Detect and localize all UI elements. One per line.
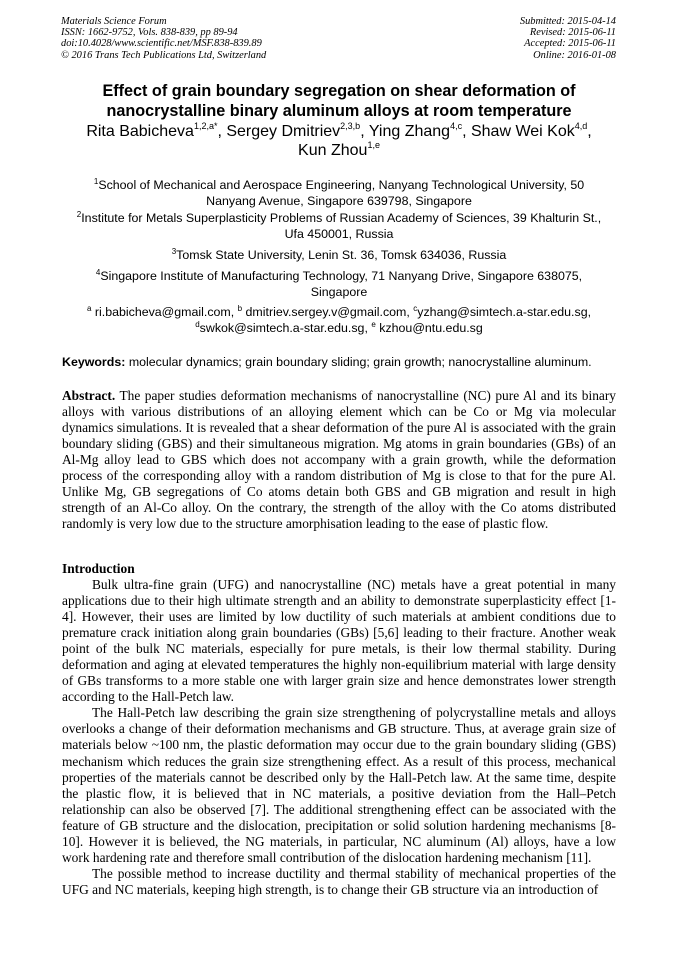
affiliation-text: School of Mechanical and Aerospace Engineering, Nanyang Technological University, 50 — [98, 178, 585, 192]
author-affil-sup: 2,3,b — [340, 121, 361, 131]
header-left — [61, 16, 266, 61]
email-list — [62, 304, 616, 336]
email-link[interactable]: kzhou@ntu.edu.sg — [379, 321, 483, 335]
email-link[interactable]: dmitriev.sergey.v@gmail.com, — [245, 305, 410, 319]
title-line-2: nanocrystalline binary aluminum alloys at room temperature — [106, 102, 572, 120]
author-affil-sup: 1,e — [367, 140, 380, 150]
affiliation-sup: 4 — [95, 268, 101, 277]
paragraph: The Hall-Petch law describing the grain size strengthening of polycrystalline metals and alloys overlooks a change of their deformation mechanisms and GB structure. Thus, at average grain size of materials below ~100 nm, the plastic deformation may occur due to the grain boundary sliding (GBS) mechanism which reduces the grain size strengthening effect. As a result of this process, mechanical properties of the materials cannot be described only by the Hall-Petch law. At the same time, despite the plastic flow, it is believed that in NC materials, a positive deviation from the Hall–Petch relationship can also be observed [7]. The additional strengthening effect can be associated with the feature of GB structure and the dislocation, precipitation or solid solution hardening mechanisms [8-10]. However it is believed, the NG materials, in particular, NC aluminum (Al) alloys, have a low work hardening rate and therefore small contribution of the dislocation hardening mechanism [11]. — [62, 705, 616, 865]
email-link[interactable]: swkok@simtech.a-star.edu.sg, — [199, 321, 368, 335]
paper-title — [62, 81, 616, 121]
paragraph: The possible method to increase ductility and thermal stability of mechanical properties of the UFG and NC materials, keeping high strength, is to change their GB structure via an introduction of — [62, 865, 616, 897]
journal-name: Materials Science Forum — [61, 16, 167, 27]
online-date: Online: 2016-01-08 — [533, 49, 616, 61]
author-name: Rita Babicheva — [86, 123, 194, 140]
affiliation-text: Singapore — [310, 285, 368, 299]
author-affil-sup: 4,c — [450, 121, 463, 131]
affiliation-text: Ufa 450001, Russia — [284, 227, 394, 241]
author-separator: , — [360, 123, 369, 140]
affiliation-text: Singapore Institute of Manufacturing Technology, 71 Nanyang Drive, Singapore 638075, — [100, 269, 583, 283]
affiliation-text: Nanyang Avenue, Singapore 639798, Singapore — [206, 194, 472, 208]
section-heading-introduction: Introduction — [62, 561, 135, 576]
affiliation-2 — [62, 210, 616, 242]
email-sup: e — [371, 320, 376, 329]
keywords-text: molecular dynamics; grain boundary sliding; grain growth; nanocrystalline aluminum. — [128, 355, 592, 369]
abstract — [62, 388, 616, 532]
title-line-1: Effect of grain boundary segregation on shear deformation of — [102, 82, 576, 100]
header-right — [520, 16, 616, 61]
author-separator: , — [217, 123, 227, 140]
affiliation-4 — [62, 268, 616, 300]
author-list — [62, 122, 616, 160]
affiliation-1 — [62, 177, 616, 209]
abstract-label: Abstract. — [62, 388, 116, 403]
author-separator: , — [462, 123, 471, 140]
author-name: Sergey Dmitriev — [226, 123, 341, 140]
author-name: Ying Zhang — [368, 123, 451, 140]
keywords — [62, 354, 616, 370]
author-separator: , — [587, 123, 592, 140]
author-affil-sup: 1,2,a* — [193, 121, 218, 131]
accepted-date: Accepted: 2015-06-11 — [524, 38, 616, 50]
author-affil-sup: 4,d — [574, 121, 588, 131]
email-sup: c — [413, 304, 418, 313]
revised-date: Revised: 2015-06-11 — [529, 27, 616, 39]
email-sup: b — [237, 304, 243, 313]
email-link[interactable]: yzhang@simtech.a-star.edu.sg, — [417, 305, 592, 319]
affiliation-text: Tomsk State University, Lenin St. 36, Tomsk 634036, Russia — [176, 248, 507, 262]
introduction-body — [62, 577, 616, 898]
paragraph: Bulk ultra-fine grain (UFG) and nanocrystalline (NC) metals have a great potential in many applications due to their high ultimate strength and an ability to demonstrate superplasticity effect [1-4]. However, their uses are limited by low ductility of such materials at ambient conditions due to premature crack initiation along grain boundaries (GBs) [5,6] leading to their fracture. Another weak point of the bulk NC materials, especially for pure metals, is their low thermal stability. During deformation and aging at elevated temperatures the highly non-equilibrium material with large density of GBs transforms to a more stable one with larger grain size and hence demonstrates lower strength according to the Hall-Petch law. — [62, 577, 616, 705]
doi-line[interactable]: doi:10.4028/www.scientific.net/MSF.838-839.89 — [61, 38, 262, 50]
email-sup: a — [86, 304, 92, 313]
keywords-label: Keywords: — [62, 355, 126, 369]
submitted-date: Submitted: 2015-04-14 — [519, 16, 616, 27]
affiliation-sup: 3 — [171, 247, 177, 256]
issn-line: ISSN: 1662-9752, Vols. 838-839, pp 89-94 — [61, 27, 238, 39]
affiliation-sup: 1 — [93, 177, 99, 186]
author-name: Shaw Wei Kok — [470, 123, 575, 140]
email-sup: d — [195, 320, 200, 329]
affiliation-text: Institute for Metals Superplasticity Problems of Russian Academy of Sciences, 39 Khalturin St., — [81, 211, 602, 225]
abstract-text: The paper studies deformation mechanisms of nanocrystalline (NC) pure Al and its binary alloys with various distributions of an alloying element which can be Co or Mg via molecular dynamics simulations. It is revealed that a shear deformation of the pure Al is associated with the grain boundary sliding (GBS) and their simultaneous migration. Mg atoms in grain boundaries (GBs) of an Al-Mg alloy lead to GBS which does not accompany with a grain growth, while the deformation process of the corresponding alloy with a random distribution of Mg is close to that for the pure Al. Unlike Mg, GB segregations of Co atoms detain both GBS and GB migration and result in high strength of an Al-Co alloy. On the contrary, the strength of the alloy with the Co atoms distributed randomly is very low due to the structure amorphisation leading to the ease of plastic flow. — [62, 388, 616, 532]
affiliation-3 — [62, 247, 616, 263]
affiliation-sup: 2 — [76, 210, 82, 219]
email-link[interactable]: ri.babicheva@gmail.com, — [94, 305, 235, 319]
copyright-line: © 2016 Trans Tech Publications Ltd, Switzerland — [61, 49, 267, 61]
author-name: Kun Zhou — [298, 142, 368, 159]
